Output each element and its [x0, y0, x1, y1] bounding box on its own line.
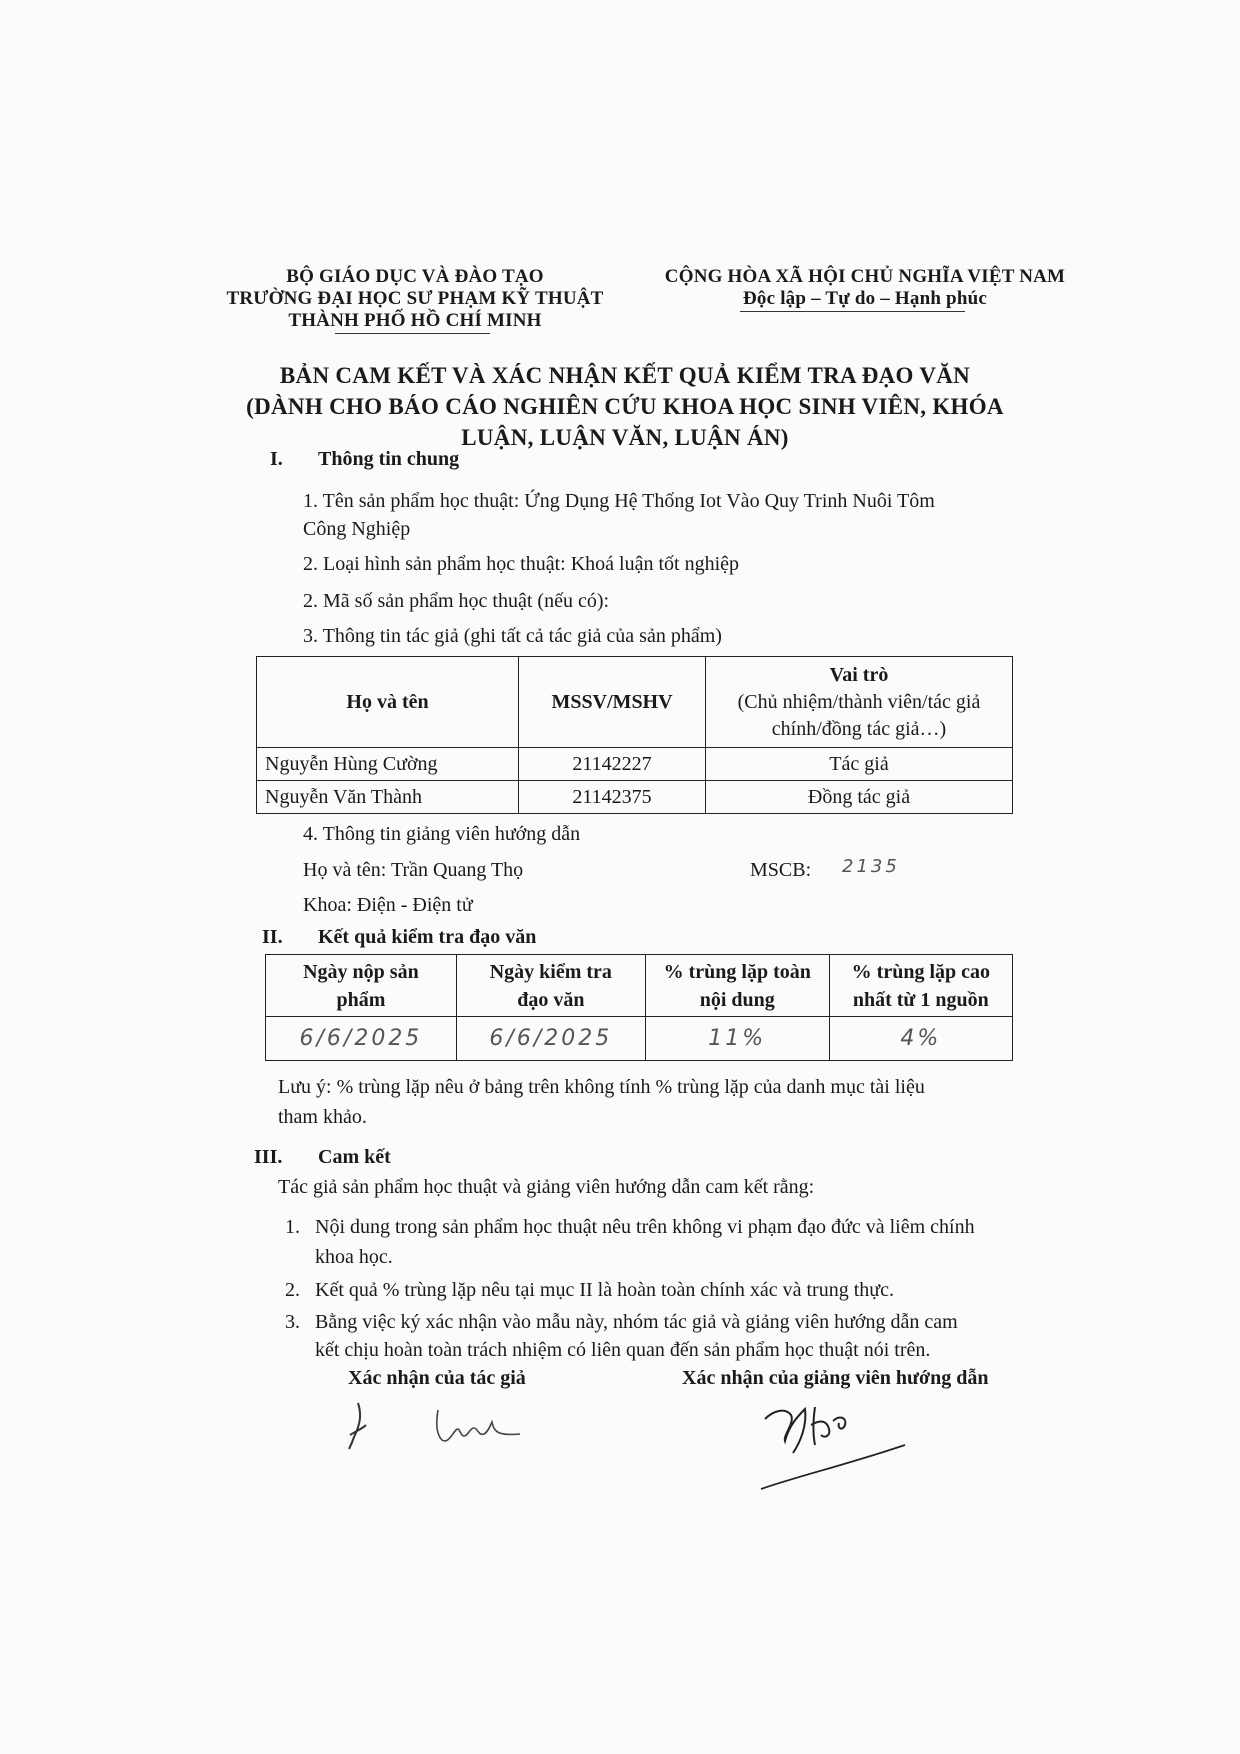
- col-total-overlap: [645, 955, 829, 1017]
- advisor-info-label: 4. Thông tin giảng viên hướng dẫn: [303, 823, 581, 845]
- commitment-intro: Tác giả sản phẩm học thuật và giảng viên hướng dẫn cam kết rằng:: [278, 1176, 815, 1198]
- commitment-1-line-1: Nội dung trong sản phẩm học thuật nêu trên không vi phạm đạo đức và liêm chính: [315, 1216, 975, 1238]
- city-name: THÀNH PHỐ HỒ CHÍ MINH: [288, 310, 542, 331]
- commitment-2-number: 2.: [285, 1279, 300, 1301]
- title-line-1: BẢN CAM KẾT VÀ XÁC NHẬN KẾT QUẢ KIỂM TRA ĐẠO VĂN: [279, 363, 971, 388]
- advisor-signature-label: Xác nhận của giảng viên hướng dẫn: [682, 1367, 989, 1389]
- author-role: Tác giả: [706, 748, 1013, 781]
- header-right-underline: [740, 311, 965, 312]
- author-name: Nguyễn Hùng Cường: [257, 748, 519, 781]
- author-role: Đồng tác giả: [706, 781, 1013, 814]
- col-max-overlap: [829, 955, 1012, 1017]
- product-name-line-1: 1. Tên sản phẩm học thuật: Ứng Dụng Hệ Thống Iot Vào Quy Trinh Nuôi Tôm: [303, 490, 935, 512]
- author-id: 21142227: [519, 748, 706, 781]
- author-id: 21142375: [519, 781, 706, 814]
- commitment-1-line-2: khoa học.: [315, 1246, 393, 1268]
- faculty: Khoa: Điện - Điện tử: [303, 894, 473, 916]
- header-left-underline: [335, 333, 490, 334]
- col-check-date: [456, 955, 645, 1017]
- author-info-label: 3. Thông tin tác giả (ghi tất cả tác giả của sản phẩm): [303, 625, 722, 647]
- commitment-3-number: 3.: [285, 1311, 300, 1333]
- product-code: 2. Mã số sản phẩm học thuật (nếu có):: [303, 590, 610, 612]
- submit-date-header-2: phẩm: [336, 988, 386, 1011]
- title-line-3: LUẬN, LUẬN VĂN, LUẬN ÁN): [461, 425, 789, 450]
- submit-date-header-1: Ngày nộp sản: [303, 960, 419, 983]
- max-overlap-header-2: nhất từ 1 nguồn: [852, 988, 989, 1011]
- commitment-3-line-2: kết chịu hoàn toàn trách nhiệm có liên quan đến sản phẩm học thuật nói trên.: [315, 1339, 931, 1361]
- commitment-2: Kết quả % trùng lặp nêu tại mục II là hoàn toàn chính xác và trung thực.: [315, 1279, 894, 1301]
- col-header-role: [706, 657, 1013, 748]
- product-type: 2. Loại hình sản phẩm học thuật: Khoá luận tốt nghiệp: [303, 553, 740, 575]
- mscb-value: 2135: [842, 856, 900, 877]
- table-row: [266, 1017, 1013, 1061]
- col-submit-date: [266, 955, 457, 1017]
- ministry-name: BỘ GIÁO DỤC VÀ ĐÀO TẠO: [286, 266, 544, 287]
- note-line-2: tham khảo.: [278, 1106, 367, 1128]
- submit-date-value: 6/6/2025: [266, 1017, 457, 1061]
- role-sub-2: chính/đồng tác giả…): [771, 717, 947, 740]
- check-date-header-2: đạo văn: [517, 988, 585, 1011]
- commitment-3-line-1: Bằng việc ký xác nhận vào mẫu này, nhóm tác giả và giảng viên hướng dẫn cam: [315, 1311, 958, 1333]
- header-left: [215, 266, 615, 332]
- col-header-name: Họ và tên: [257, 657, 519, 748]
- total-overlap-header-2: nội dung: [699, 988, 775, 1011]
- section-1-number: I.: [270, 448, 283, 470]
- section-1-heading: Thông tin chung: [318, 448, 460, 470]
- advisor-signature: [755, 1385, 915, 1495]
- author-name: Nguyễn Văn Thành: [257, 781, 519, 814]
- author-signature-2: [430, 1400, 530, 1450]
- title-line-2: (DÀNH CHO BÁO CÁO NGHIÊN CỨU KHOA HỌC SINH VIÊN, KHÓA: [246, 394, 1004, 419]
- author-signature-label: Xác nhận của tác giả: [348, 1367, 526, 1389]
- total-overlap-value: 11%: [645, 1017, 829, 1061]
- col-header-id: MSSV/MSHV: [519, 657, 706, 748]
- table-row: [257, 748, 1013, 781]
- product-name-line-2: Công Nghiệp: [303, 518, 411, 540]
- check-date-header-1: Ngày kiểm tra: [489, 960, 612, 983]
- total-overlap-header-1: % trùng lặp toàn: [663, 960, 811, 983]
- university-name: TRƯỜNG ĐẠI HỌC SƯ PHẠM KỸ THUẬT: [226, 288, 604, 309]
- motto: Độc lập – Tự do – Hạnh phúc: [743, 288, 987, 309]
- check-date-value: 6/6/2025: [456, 1017, 645, 1061]
- document-title: [220, 360, 1030, 453]
- commitment-1-number: 1.: [285, 1216, 300, 1238]
- table-row: [257, 781, 1013, 814]
- role-title: Vai trò: [829, 663, 889, 686]
- mscb-label: MSCB:: [750, 859, 812, 881]
- plagiarism-table: [265, 954, 1013, 1061]
- advisor-name: Họ và tên: Trần Quang Thọ: [303, 859, 524, 881]
- section-2-number: II.: [262, 926, 283, 948]
- role-sub-1: (Chủ nhiệm/thành viên/tác giả: [737, 690, 981, 713]
- republic-name: CỘNG HÒA XÃ HỘI CHỦ NGHĨA VIỆT NAM: [664, 266, 1066, 287]
- section-3-heading: Cam kết: [318, 1146, 391, 1168]
- note-line-1: Lưu ý: % trùng lặp nêu ở bảng trên không tính % trùng lặp của danh mục tài liệu: [278, 1076, 925, 1098]
- author-signature-1: [340, 1395, 400, 1455]
- max-overlap-header-1: % trùng lặp cao: [851, 960, 990, 983]
- section-3-number: III.: [254, 1146, 283, 1168]
- header-right: [640, 266, 1090, 310]
- authors-table: [256, 656, 1013, 814]
- section-2-heading: Kết quả kiểm tra đạo văn: [318, 926, 537, 948]
- max-overlap-value: 4%: [829, 1017, 1012, 1061]
